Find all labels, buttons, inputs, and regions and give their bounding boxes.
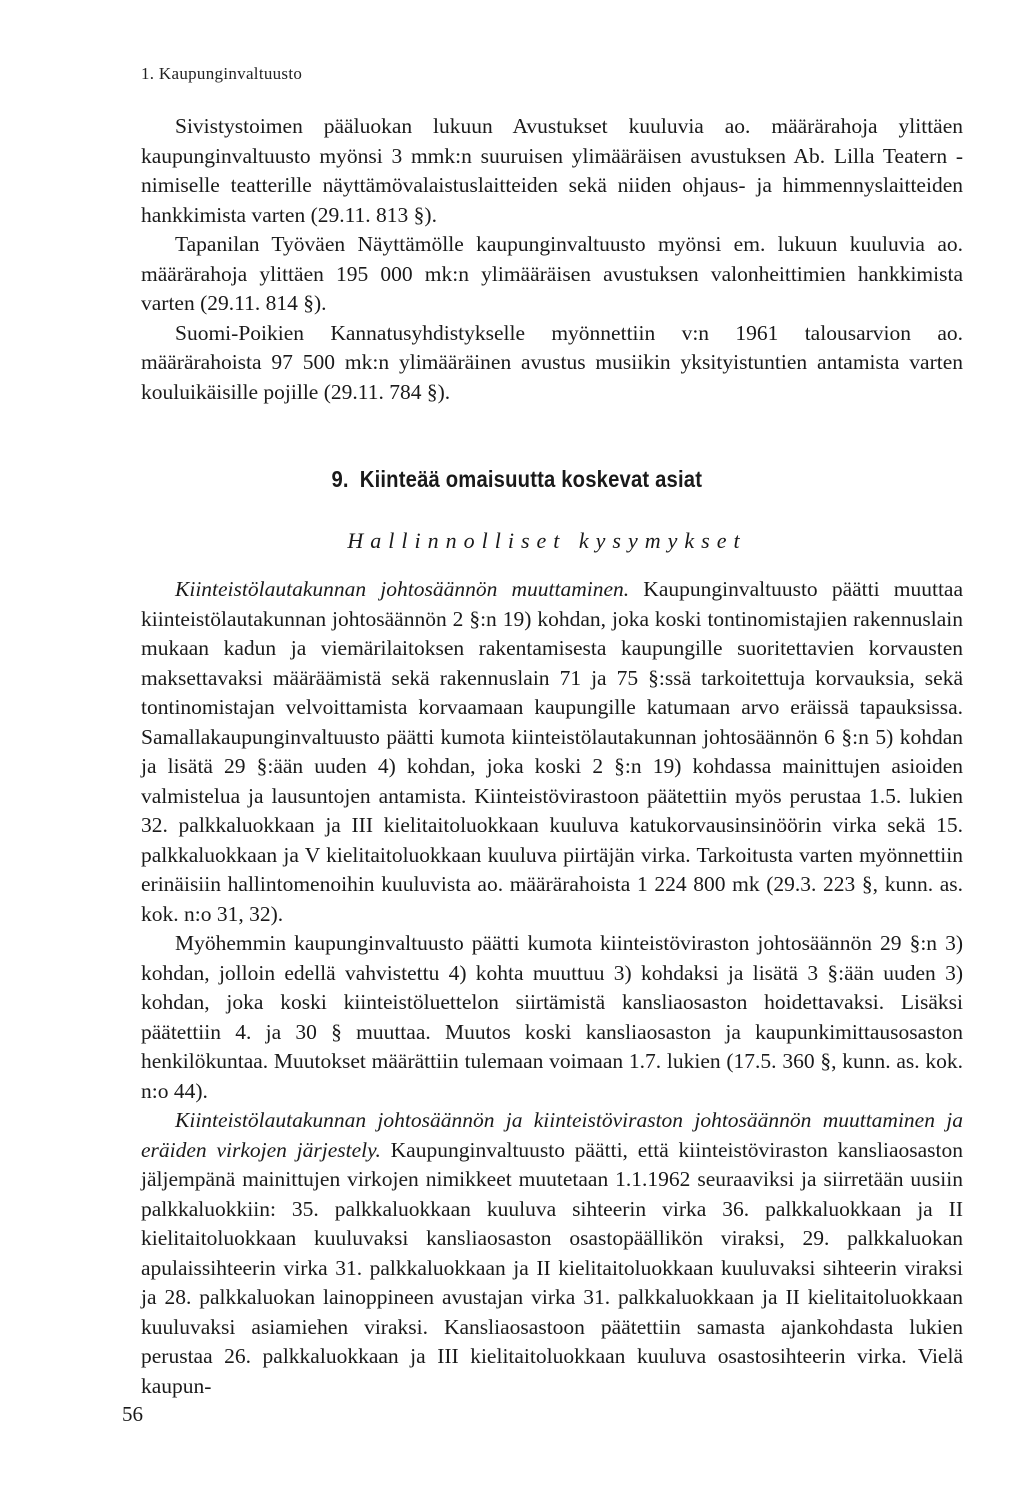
paragraph-lead: Kiinteistölautakunnan johtosäännön ja kiinteistöviraston johtosäännön muuttaminen ja eräiden virkojen järjestely. (141, 1108, 963, 1162)
paragraph: Suomi-Poikien Kannatusyhdistykselle myönnettiin v:n 1961 talousarvion ao. määrärahoista 97 500 mk:n ylimääräinen avustus musiikin yksityistuntien antamista varten kouluikäisille pojille (29.11. 784 §). (141, 320, 963, 404)
section-title: Kiinteää omaisuutta koskevat asiat (359, 466, 703, 492)
page-number: 56 (122, 1402, 143, 1426)
bottom-text-block (141, 575, 963, 1401)
section-heading (66, 466, 967, 493)
paragraph (141, 929, 963, 1106)
paragraph (141, 575, 963, 929)
paragraph (141, 1106, 963, 1401)
top-text-block (141, 112, 963, 407)
paragraph-lead: Kiinteistölautakunnan johtosäännön muuttaminen. (175, 577, 630, 601)
section-subheading: Hallinnolliset kysymykset (347, 528, 747, 553)
paragraph: Tapanilan Työväen Näyttämölle kaupunginvaltuusto myönsi em. lukuun kuuluvia ao. määrärahoja ylittäen 195 000 mk:n ylimääräisen avustuksen valonheittimien hankkimista varten (29.11. 814 §). (141, 232, 963, 315)
running-head: 1. Kaupunginvaltuusto (141, 64, 303, 83)
paragraph-text: Kaupunginvaltuusto päätti, että kiinteistöviraston kansliaosaston jäljempänä mainittujen virkojen nimikkeet muutetaan 1.1.1962 seuraaviksi ja siirretään uusiin palkkaluokkiin: 35. palkkaluokkaan kuuluva sihteerin virka 36. palkkaluokkaan ja II kielitaitoluokkaan kuuluvaksi kansliaosaston osastopäällikön viraksi, 29. palkkaluokan apulaissihteerin virka 31. palkkaluokkaan ja II kielitaitoluokkaan kuuluvaksi sihteerin viraksi ja 28. palkkaluokan lainoppineen avustajan virka 31. palkkaluokkaan ja II kielitaitoluokkaan kuuluvaksi asiamiehen viraksi. Kansliaosastoon päätettiin samasta ajankohdasta lukien perustaa 26. palkkaluokkaan ja III kielitaitoluokkaan kuuluva osastosihteerin virka. Vielä kaupun- (141, 1137, 963, 1398)
paragraph-text: Myöhemmin kaupunginvaltuusto päätti kumota kiinteistöviraston johtosäännön 29 §:n 3) kohdan, jolloin edellä vahvistettu 4) kohta muuttuu 3) kohdaksi ja lisätä 3 §:ään uuden 3) kohdan, joka koski kiinteistöluettelon siirtämistä kansliaosaston hoidettavaksi. Lisäksi päätettiin 4. ja 30 § muuttaa. Muutos koski kansliaosaston ja kaupunkimittausosaston henkilökuntaa. Muutokset määrättiin tulemaan voimaan 1.7. lukien (17.5. 360 §, kunn. as. kok. n:o 44). (141, 931, 963, 1103)
paragraph-text: Kaupunginvaltuusto päätti muuttaa kiinteistölautakunnan johtosäännön 2 §:n 19) kohdan, joka koski tontinomistajien rakennuslain mukaan kadun ja viemärilaitoksen rakentamisesta kaupungille suoritettavien korvausten maksettavaksi määräämistä sekä rakennuslain 71 ja 75 §:ssä tarkoitettuja korvauksia, sekä tontinomistajan velvoittamista korvaamaan kaupungille katumaan arvo eräissä tapauksissa. Samallakaupunginvaltuusto päätti kumota kiinteistölautakunnan johtosäännön 6 §:n 5) kohdan ja lisätä 29 §:ään uuden 4) kohdan, joka koski 2 §:n 19) kohdassa mainittujen asioiden valmistelua ja lausuntojen antamista. Kiinteistövirastoon päätettiin myös perustaa 1.5. lukien 32. palkkaluokkaan ja III kielitaitoluokkaan kuuluva katukorvausinsinöörin virka sekä 15. palkkaluokkaan ja V kielitaitoluokkaan kuuluva piirtäjän virka. Tarkoitusta varten myönnettiin erinäisiin hallintomenoihin kuuluvista ao. määrärahoista 1 224 800 mk (29.3. 223 §, kunn. as. kok. n:o 31, 32). (141, 577, 964, 926)
section-number: 9. (331, 466, 349, 492)
paragraph: Sivistystoimen pääluokan lukuun Avustukset kuuluvia ao. määrärahoja ylittäen kaupunginvaltuusto myönsi 3 mmk:n suuruisen ylimääräisen avustuksen Ab. Lilla Teatern -nimiselle teatterille näyttämövalaistuslaitteiden sekä niiden ohjaus- ja himmennyslaitteiden hankkimista varten (29.11. 813 §). (141, 114, 963, 227)
